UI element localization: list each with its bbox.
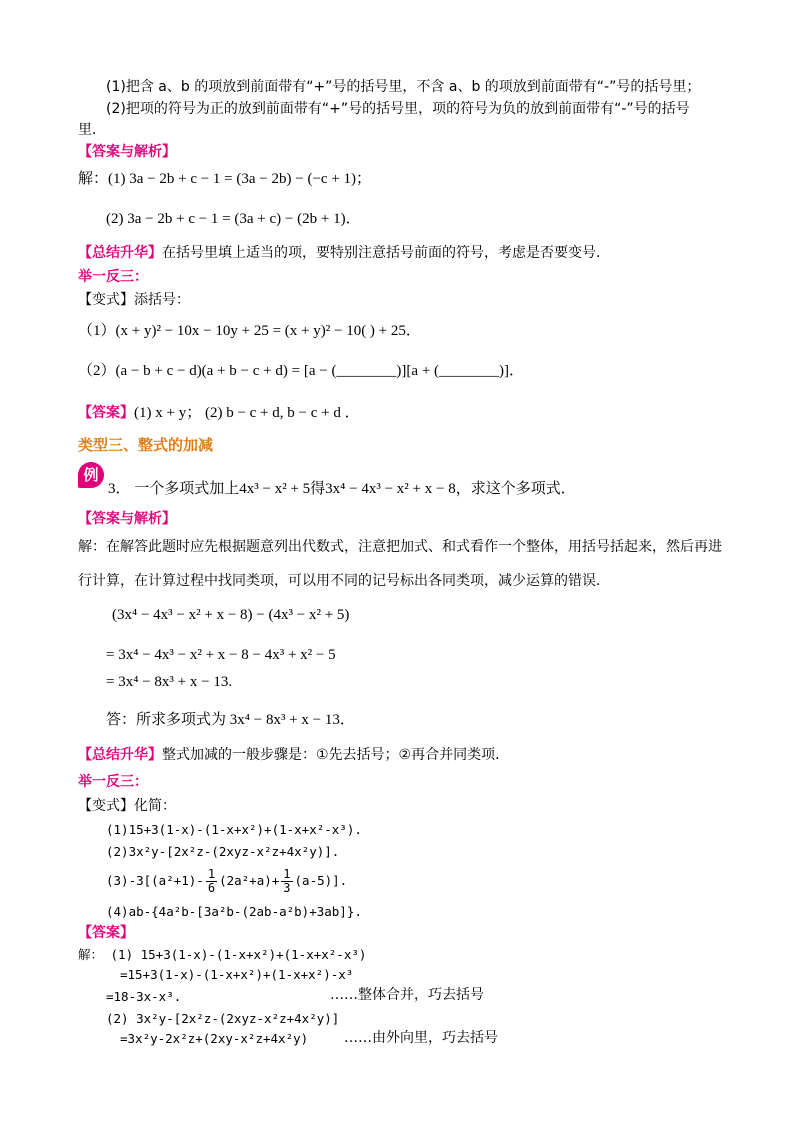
equation-line: 答：所求多项式为 3x⁴ − 8x³ + x − 13． bbox=[106, 712, 355, 728]
answer-line bbox=[78, 404, 360, 422]
section-heading: 【答案】 bbox=[78, 925, 134, 941]
problem-line: 3． 一个多项式加上4x³ − x² + 5得3x⁴ − 4x³ − x² + x − 8，求这个多项式． bbox=[108, 481, 576, 497]
exercise-line: (4)ab-{4a²b-[3a²b-(2ab-a²b)+3ab]}. bbox=[106, 904, 362, 919]
equation-line: = 3x⁴ − 4x³ − x² + x − 8 − 4x³ + x² − 5 bbox=[106, 647, 336, 663]
text-line: 【变式】添括号： bbox=[78, 292, 190, 308]
text-line: (1)把含 a、b 的项放到前面带有“+”号的括号里，不含 a、b 的项放到前面带有“-”号的括号里； bbox=[106, 79, 701, 95]
solution-line: 解： (1) 15+3(1-x)-(1-x+x²)+(1-x+x²-x³) bbox=[78, 947, 367, 962]
section-heading: 举一反三： bbox=[78, 269, 148, 285]
summary-text: 整式加减的一般步骤是：①先去括号；②再合并同类项． bbox=[162, 747, 510, 763]
text-line: 行计算，在计算过程中找同类项，可以用不同的记号标出各同类项，减少运算的错误． bbox=[78, 573, 610, 589]
text-line: 解：在解答此题时应先根据题意列出代数式，注意把加式、和式看作一个整体，用括号括起来，然后再进 bbox=[78, 539, 722, 555]
exercise-line: (1)15+3(1-x)-(1-x+x²)+(1-x+x²-x³). bbox=[106, 822, 362, 837]
solution-line: =3x²y-2x²z+(2xy-x²z+4x²y) bbox=[120, 1031, 309, 1046]
example-badge-icon: 例 bbox=[78, 462, 104, 488]
text-line: 【变式】化简： bbox=[78, 798, 176, 814]
exercise-line: (2)3x²y-[2x²z-(2xyz-x²z+4x²y)]. bbox=[106, 844, 340, 859]
summary-line bbox=[78, 244, 610, 262]
equation-line: 解：(1) 3a − 2b + c − 1 = (3a − 2b) − (−c + 1)； bbox=[78, 171, 372, 187]
section-heading: 举一反三： bbox=[78, 774, 148, 790]
fraction-numerator: 1 bbox=[207, 867, 216, 881]
section-heading: 【答案与解析】 bbox=[78, 144, 176, 160]
answer-text: (1) x + y； (2) b − c + d, b − c + d ． bbox=[134, 405, 360, 421]
equation-line: (3x⁴ − 4x³ − x² + x − 8) − (4x³ − x² + 5) bbox=[112, 607, 350, 623]
exercise-part: (a-5)]. bbox=[294, 873, 348, 888]
fraction bbox=[281, 868, 292, 895]
summary-label: 【总结升华】 bbox=[78, 747, 162, 763]
fraction-numerator: 1 bbox=[283, 867, 291, 881]
equation-line: （1）(x + y)² − 10x − 10y + 25 = (x + y)² − 10( ) + 25． bbox=[78, 323, 421, 339]
fraction bbox=[206, 868, 217, 895]
fraction-denominator: 6 bbox=[207, 881, 216, 895]
equation-line: (2) 3a − 2b + c − 1 = (3a + c) − (2b + 1)． bbox=[106, 211, 361, 227]
exercise-line bbox=[106, 866, 347, 896]
solution-line: (2) 3x²y-[2x²z-(2xyz-x²z+4x²y)] bbox=[106, 1011, 340, 1026]
exercise-part: (3)-3[(a²+1)- bbox=[106, 873, 204, 888]
text-line: 里． bbox=[78, 122, 106, 138]
solution-note: ……由外向里，巧去括号 bbox=[344, 1030, 498, 1046]
section-heading: 【答案与解析】 bbox=[78, 511, 176, 527]
section-title: 类型三、整式的加减 bbox=[78, 436, 214, 454]
text-line: (2)把项的符号为正的放到前面带有“+”号的括号里，项的符号为负的放到前面带有“-”号的括号 bbox=[106, 101, 690, 117]
answer-label: 【答案】 bbox=[78, 405, 134, 421]
summary-text: 在括号里填上适当的项，要特别注意括号前面的符号，考虑是否要变号． bbox=[162, 245, 610, 261]
solution-line: =18-3x-x³. bbox=[106, 989, 182, 1004]
summary-label: 【总结升华】 bbox=[78, 245, 162, 261]
solution-note: ……整体合并，巧去括号 bbox=[330, 987, 484, 1003]
solution-line: =15+3(1-x)-(1-x+x²)+(1-x+x²)-x³ bbox=[120, 967, 354, 982]
exercise-part: (2a²+a)+ bbox=[219, 873, 280, 888]
fraction-denominator: 3 bbox=[283, 881, 291, 895]
equation-line: = 3x⁴ − 8x³ + x − 13. bbox=[106, 674, 233, 690]
summary-line bbox=[78, 746, 509, 764]
equation-line: （2）(a − b + c − d)(a + b − c + d) = [a − (________)][a + (________)]． bbox=[78, 363, 525, 379]
